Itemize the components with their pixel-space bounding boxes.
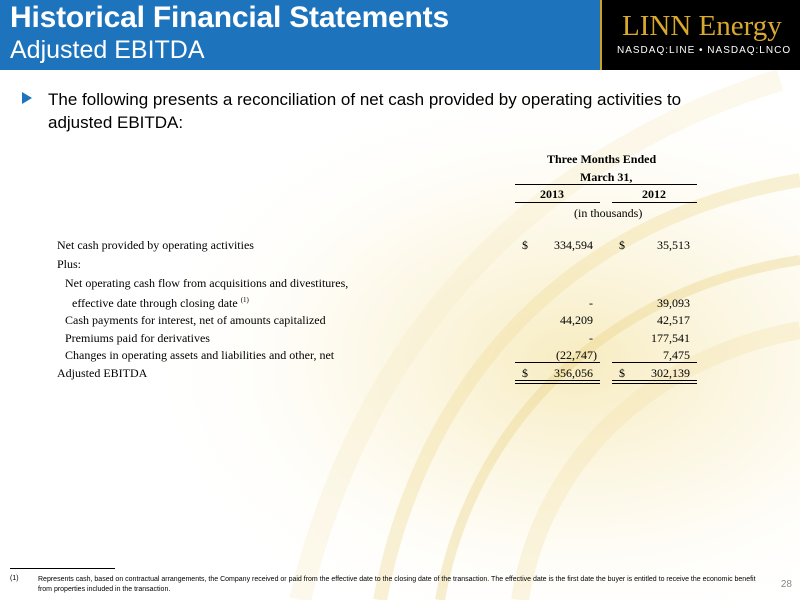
bullet-arrow-icon — [22, 92, 32, 104]
currency-sign: $ — [522, 238, 528, 252]
total-2013: 356,056 — [554, 366, 593, 380]
period-heading-date: March 31, — [580, 170, 633, 184]
cell-2012: 35,513 — [657, 238, 690, 252]
total-label: Adjusted EBITDA — [57, 366, 148, 380]
currency-sign: $ — [522, 366, 528, 380]
row-label: Net cash provided by operating activities — [57, 238, 254, 252]
total-2012: 302,139 — [651, 366, 690, 380]
total-double-rule-2012 — [612, 380, 697, 384]
cell-2013: - — [589, 331, 593, 345]
cell-2013: 334,594 — [554, 238, 593, 252]
cell-2012: 177,541 — [651, 331, 690, 345]
row-label-text: effective date through closing date — [72, 296, 238, 310]
page-number: 28 — [780, 579, 792, 590]
footnote-text: Represents cash, based on contractual arrangements, the Company received or paid from the effective date to the closing date of the transaction. The effective date is the first date the buyer is entitled to receive the economic benefit from properties included in the transaction. — [38, 576, 756, 593]
cell-2013: 44,209 — [560, 313, 593, 327]
subtotal-rule-2013 — [515, 362, 600, 363]
cell-2012: 7,475 — [663, 348, 690, 362]
title-bar — [0, 0, 800, 70]
header-rule — [515, 184, 697, 185]
cell-2013: - — [589, 296, 593, 310]
logo-wordmark: LINN Energy — [622, 10, 782, 42]
units-label: (in thousands) — [574, 206, 643, 220]
subtotal-rule-2012 — [612, 362, 697, 363]
row-label: Cash payments for interest, net of amounts capitalized — [65, 313, 326, 327]
cell-2013: (22,747) — [556, 348, 597, 362]
cell-2012: 39,093 — [657, 296, 690, 310]
column-header-2012: 2012 — [642, 187, 666, 201]
period-heading: Three Months Ended — [547, 152, 657, 166]
footnote-ref: (1) — [240, 296, 249, 304]
cell-2012: 42,517 — [657, 313, 690, 327]
footnote-divider — [10, 568, 115, 569]
logo-tickers: NASDAQ:LINE • NASDAQ:LNCO — [617, 45, 792, 56]
footnote-marker: (1) — [10, 575, 19, 582]
total-double-rule-2013 — [515, 380, 600, 384]
row-label — [72, 296, 249, 311]
row-label: Plus: — [57, 257, 82, 271]
col-rule-2013 — [515, 202, 600, 203]
row-label: Net operating cash flow from acquisitions and divestitures, — [65, 276, 349, 290]
company-logo — [600, 0, 800, 70]
row-label: Changes in operating assets and liabilities and other, net — [65, 348, 335, 362]
currency-sign: $ — [619, 238, 625, 252]
page-subtitle: Adjusted EBITDA — [10, 36, 205, 64]
col-rule-2012 — [612, 202, 697, 203]
column-header-2013: 2013 — [540, 187, 564, 201]
row-label: Premiums paid for derivatives — [65, 331, 210, 345]
page-title: Historical Financial Statements — [10, 1, 449, 34]
currency-sign: $ — [619, 366, 625, 380]
intro-text: The following presents a reconciliation of net cash provided by operating activities to adjusted EBITDA: — [48, 90, 682, 132]
